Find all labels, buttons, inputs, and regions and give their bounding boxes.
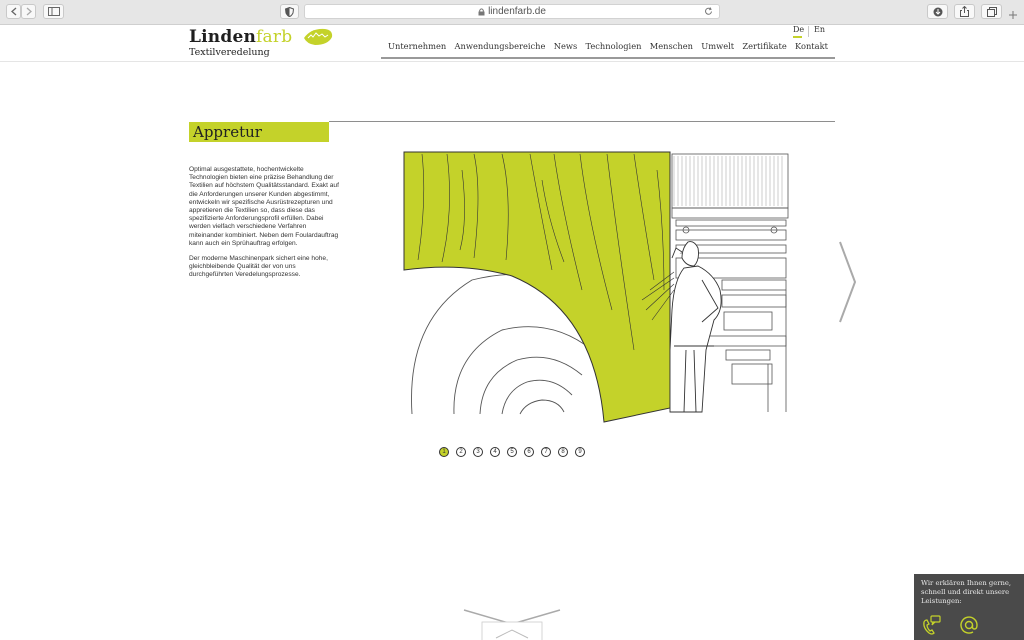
page-dot-5[interactable]: 5: [507, 447, 517, 457]
nav-item-unternehmen[interactable]: Unternehmen: [388, 41, 447, 51]
page-title: Appretur: [193, 123, 262, 141]
logo-part2: farb: [256, 27, 293, 47]
title-rule: [329, 121, 835, 122]
nav-item-zertifikate[interactable]: Zertifikate: [742, 41, 787, 51]
scroll-down-button[interactable]: [462, 606, 562, 640]
leaf-icon: [303, 28, 333, 46]
contact-widget-text: Wir erklären Ihnen gerne, schnell und direkt unsere Leistungen:: [921, 579, 1012, 605]
tabs-button[interactable]: [981, 4, 1002, 19]
at-icon[interactable]: [958, 614, 980, 636]
lang-de-label: De: [793, 25, 805, 34]
body-paragraph-1: Optimal ausgestattete, hochentwickelte Technologien bieten eine präzise Behandlung der Textilien auf höchstem Qualitätsstandard. Exakt auf die Anforderungen unserer Kunden abgestimmt, entwickeln wir spezifische Ausrüstrezepturen und appretieren die Textilien so, dass diese das spezifizierte Anforderungsprofil erfüllen. Dabei werden vielfach verschiedene Verfahren miteinander kombiniert. Neben dem Foulardauftrag kann auch ein Sprühauftrag erfolgen.: [189, 166, 339, 247]
plus-icon: [1008, 10, 1018, 20]
body-paragraph-2: Der moderne Maschinenpark sichert eine hohe, gleichbleibende Qualität der von uns durchgeführten Veredelungsprozesse.: [189, 255, 328, 279]
slider-next-button[interactable]: [836, 240, 858, 324]
lang-en[interactable]: [814, 25, 825, 34]
lang-de[interactable]: [793, 25, 804, 38]
finishing-illustration: [402, 150, 792, 428]
page-dot-1[interactable]: 1: [439, 447, 449, 457]
nav-item-news[interactable]: News: [553, 41, 578, 51]
nav-item-kontakt[interactable]: Kontakt: [794, 41, 828, 51]
nav-item-technologien[interactable]: Technologien: [585, 41, 642, 51]
logo-part1: Linden: [189, 27, 257, 47]
lock-icon: [478, 8, 485, 16]
logo-wordmark: [189, 27, 292, 47]
page-dot-8[interactable]: 8: [558, 447, 568, 457]
page-dot-2[interactable]: 2: [456, 447, 466, 457]
downloads-button[interactable]: [927, 4, 948, 19]
browser-toolbar: [0, 0, 1024, 25]
page-dot-6[interactable]: 6: [524, 447, 534, 457]
address-bar[interactable]: [304, 4, 720, 19]
nav-item-umwelt[interactable]: Umwelt: [701, 41, 735, 51]
lang-active-indicator: [793, 36, 802, 38]
forward-button[interactable]: [21, 4, 36, 19]
reload-icon[interactable]: [704, 7, 713, 16]
page-dot-7[interactable]: 7: [541, 447, 551, 457]
tabs-icon: [987, 7, 997, 17]
nav-item-anwendungsbereiche[interactable]: Anwendungsbereiche: [454, 41, 546, 51]
section-title-box: [189, 122, 329, 142]
sidebar-icon: [48, 7, 60, 16]
page-dot-3[interactable]: 3: [473, 447, 483, 457]
logo[interactable]: [189, 27, 339, 59]
main-nav: [381, 40, 835, 59]
site-header: [0, 25, 1024, 62]
privacy-button[interactable]: [280, 4, 299, 19]
share-icon: [960, 6, 969, 17]
lang-divider: [808, 26, 809, 37]
logo-subtitle: Textilveredelung: [189, 47, 270, 58]
scroll-tab: [482, 622, 542, 640]
share-button[interactable]: [954, 4, 975, 19]
page-dot-4[interactable]: 4: [490, 447, 500, 457]
sidebar-button[interactable]: [43, 4, 64, 19]
page-dot-9[interactable]: 9: [575, 447, 585, 457]
nav-item-menschen[interactable]: Menschen: [649, 41, 693, 51]
chevron-right-icon: [840, 242, 855, 322]
download-icon: [933, 7, 943, 17]
shield-icon: [285, 7, 294, 17]
phone-chat-icon[interactable]: [920, 614, 942, 636]
section-body: [189, 166, 339, 287]
back-button[interactable]: [6, 4, 21, 19]
chevron-right-icon: [25, 7, 33, 16]
contact-widget: [914, 574, 1024, 640]
new-tab-button[interactable]: [1008, 5, 1022, 19]
lang-en-label: En: [814, 25, 825, 34]
section-header: [189, 121, 835, 142]
slider-pagination: [439, 447, 592, 457]
url-text: lindenfarb.de: [488, 6, 546, 17]
chevron-left-icon: [10, 7, 18, 16]
